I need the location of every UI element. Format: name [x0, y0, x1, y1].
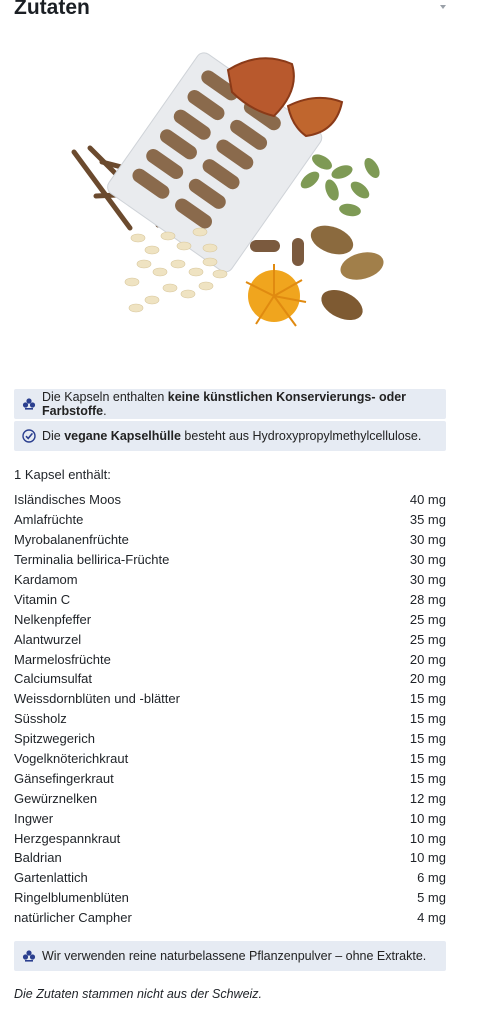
ingredients-image: [60, 50, 400, 350]
ingredient-amount: 4 mg: [417, 910, 446, 926]
ingredient-row: [14, 649, 446, 669]
ingredient-row: [14, 709, 446, 729]
ingredient-name: Calciumsulfat: [14, 671, 93, 687]
ingredient-row: [14, 490, 446, 510]
ingredient-name: Marmelosfrüchte: [14, 651, 111, 667]
ingredient-row: [14, 689, 446, 709]
ingredient-row: [14, 609, 446, 629]
ingredient-name: Isländisches Moos: [14, 492, 121, 508]
ingredient-amount: 10 mg: [409, 810, 446, 826]
ingredient-row: [14, 768, 446, 788]
ingredient-row: [14, 788, 446, 808]
ingredient-amount: 15 mg: [409, 691, 446, 707]
plant-icon: [22, 949, 36, 963]
notice-capsule-shell: [14, 421, 446, 451]
ingredient-amount: 30 mg: [409, 552, 446, 568]
check-icon: [22, 429, 36, 443]
ingredient-amount: 12 mg: [409, 790, 446, 806]
ingredient-amount: 28 mg: [409, 591, 446, 607]
ingredient-name: Gänsefingerkraut: [14, 770, 114, 786]
ingredient-amount: 25 mg: [409, 631, 446, 647]
ingredient-name: Gartenlattich: [14, 870, 88, 886]
plant-icon: [22, 397, 36, 411]
caret-down-icon[interactable]: [438, 2, 448, 12]
ingredient-row: [14, 729, 446, 749]
ingredient-amount: 15 mg: [409, 731, 446, 747]
ingredient-amount: 5 mg: [417, 890, 446, 906]
ingredient-amount: 15 mg: [409, 711, 446, 727]
ingredient-list: [14, 490, 446, 928]
ingredient-amount: 15 mg: [409, 770, 446, 786]
section-header[interactable]: [14, 0, 446, 22]
ingredient-row: [14, 848, 446, 868]
ingredient-amount: 15 mg: [409, 751, 446, 767]
ingredient-name: Kardamom: [14, 572, 78, 587]
ingredient-row: [14, 888, 446, 908]
capsule-contents-intro: 1 Kapsel enthält:: [14, 467, 111, 482]
section-title: Zutaten: [14, 0, 90, 19]
ingredient-amount: 30 mg: [409, 572, 446, 587]
ingredient-row: [14, 908, 446, 928]
ingredient-row: [14, 570, 446, 590]
ingredient-amount: 20 mg: [409, 651, 446, 667]
ingredient-name: Ringelblumenblüten: [14, 890, 129, 906]
ingredient-name: Spitzwegerich: [14, 731, 95, 747]
ingredient-row: [14, 629, 446, 649]
ingredient-amount: 6 mg: [417, 870, 446, 886]
ingredient-name: Baldrian: [14, 850, 62, 866]
ingredient-name: Nelkenpfeffer: [14, 611, 92, 627]
ingredient-row: [14, 550, 446, 570]
origin-footnote: Die Zutaten stammen nicht aus der Schweiz.: [14, 987, 263, 1001]
ingredient-amount: 35 mg: [409, 512, 446, 528]
ingredient-row: [14, 589, 446, 609]
ingredient-row: [14, 749, 446, 769]
ingredient-name: Vogelknöterichkraut: [14, 751, 129, 767]
notice-pure-powders: [14, 941, 446, 971]
ingredient-row: [14, 669, 446, 689]
ingredient-amount: 20 mg: [409, 671, 446, 687]
ingredient-name: Vitamin C: [14, 591, 71, 607]
notice-text: Die Kapseln enthalten keine künstlichen Konservierungs- oder Farbstoffe.: [42, 390, 407, 418]
ingredient-row: [14, 828, 446, 848]
ingredient-name: Weissdornblüten und -blätter: [14, 691, 180, 707]
ingredient-name: Gewürznelken: [14, 790, 98, 806]
notice-preservatives: [14, 389, 446, 419]
ingredient-name: Myrobalanenfrüchte: [14, 532, 129, 548]
ingredient-amount: 40 mg: [409, 492, 446, 508]
ingredient-name: Süssholz: [14, 711, 67, 727]
ingredient-row: [14, 530, 446, 550]
ingredient-row: [14, 868, 446, 888]
ingredient-name: Terminalia bellirica-Früchte: [14, 552, 170, 568]
ingredient-name: Ingwer: [14, 810, 54, 826]
ingredient-amount: 10 mg: [409, 830, 446, 846]
ingredient-row: [14, 510, 446, 530]
ingredient-amount: 30 mg: [409, 532, 446, 548]
ingredient-name: Amlafrüchte: [14, 512, 84, 528]
ingredient-name: Alantwurzel: [14, 631, 82, 647]
ingredient-name: Herzgespannkraut: [14, 830, 121, 846]
notice-text: Die vegane Kapselhülle besteht aus Hydroxypropylmethylcellulose.: [42, 429, 422, 443]
ingredient-amount: 25 mg: [409, 611, 446, 627]
ingredient-row: [14, 808, 446, 828]
notice-text: Wir verwenden reine naturbelassene Pflanzenpulver – ohne Extrakte.: [42, 949, 427, 963]
ingredient-amount: 10 mg: [409, 850, 446, 866]
ingredient-name: natürlicher Campher: [14, 910, 132, 926]
